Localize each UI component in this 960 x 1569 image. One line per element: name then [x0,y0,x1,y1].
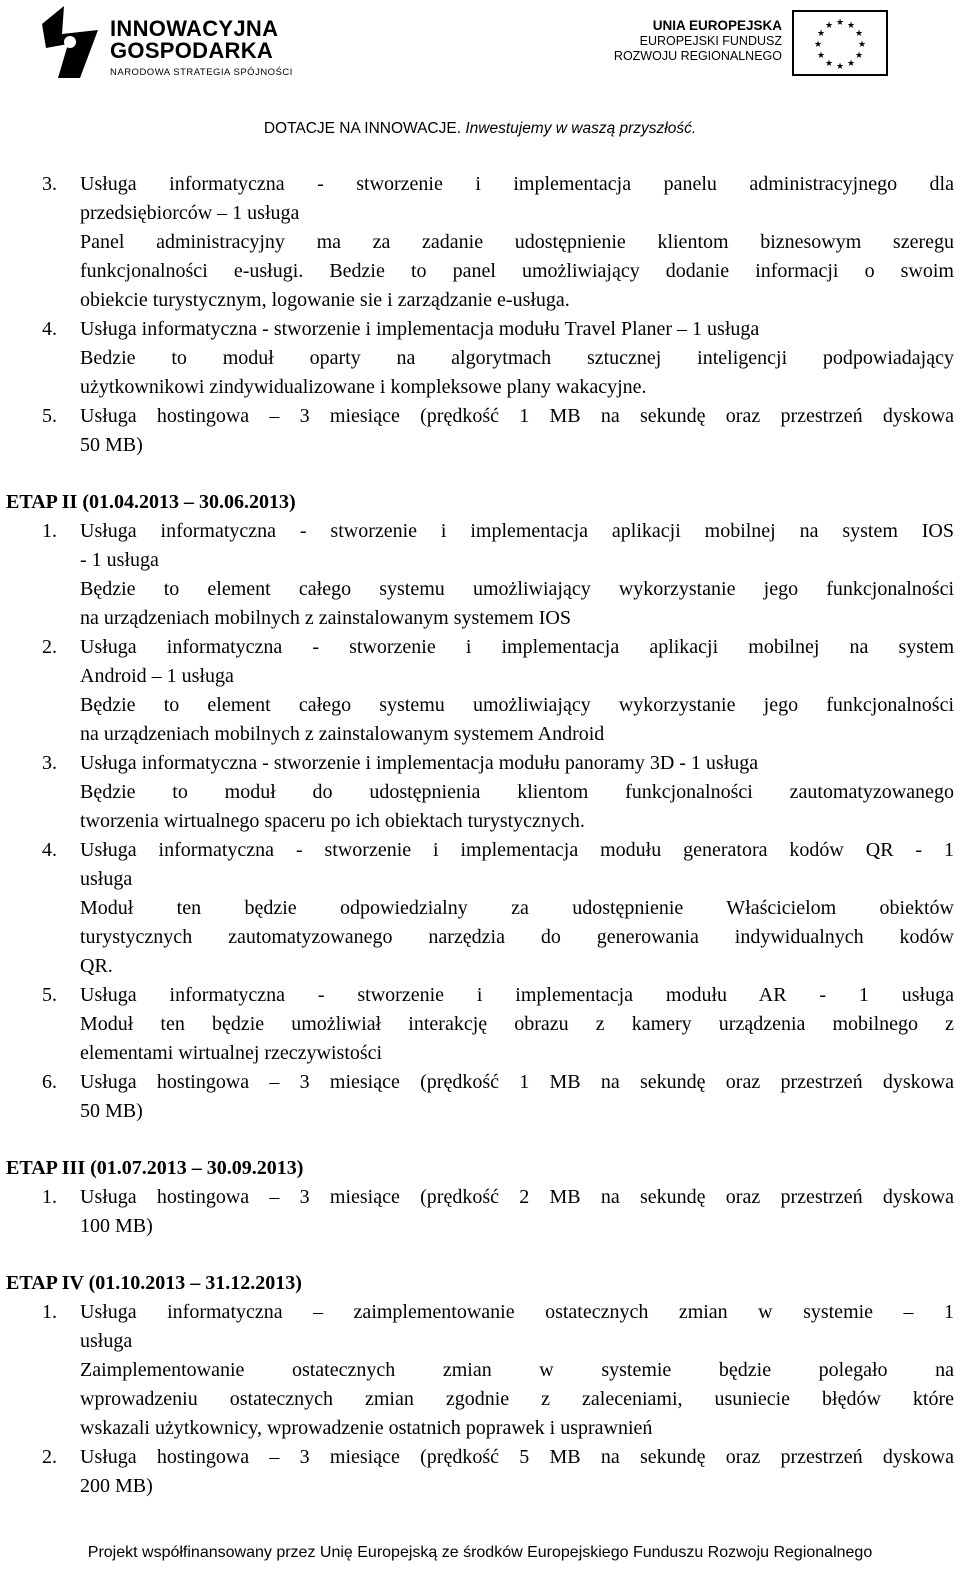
list-item-line: Moduł ten będzie odpowiedzialny za udostępnienie Właścicielom obiektów [80,897,954,919]
list-item-line: Zaimplementowanie ostatecznych zmian w systemie będzie polegało na [80,1359,954,1381]
svg-text:★: ★ [824,59,834,69]
list-item-line: usługa [80,868,133,890]
document-body [0,170,960,1501]
svg-text:★: ★ [854,51,864,61]
list-item-line: Usługa informatyczna - stworzenie i implementacja modułu Travel Planer – 1 usługa [80,318,760,340]
list-item-line: Usługa informatyczna - stworzenie i implementacja modułu AR - 1 usługa [80,984,954,1006]
list-item [0,315,960,402]
list-item-number: 5. [42,405,57,427]
list-item-line: Moduł ten będzie umożliwiał interakcję obrazu z kamery urządzenia mobilnego z [80,1013,954,1035]
list-item-line: Bedzie to moduł oparty na algorytmach sztucznej inteligencji podpowiadający [80,347,954,369]
list-item-line: Usługa informatyczna - stworzenie i implementacja panelu administracyjnego dla [80,173,954,195]
list-item [0,633,960,749]
slogan [0,120,960,138]
svg-text:★: ★ [846,59,856,69]
list-item-number: 6. [42,1071,57,1093]
stage-i-list [0,170,960,460]
svg-text:★: ★ [835,62,845,72]
list-item-line: Usługa hostingowa – 3 miesiące (prędkość 1 MB na sekundę oraz przestrzeń dyskowa [80,1071,954,1093]
eu-line-3: ROZWOJU REGIONALNEGO [613,49,782,63]
list-item [0,517,960,633]
list-item [0,836,960,981]
list-item-line: turystycznych zautomatyzowanego narzędzia do generowania indywidualnych kodów [80,926,954,948]
list-item-number: 4. [42,318,57,340]
eu-line-1: UNIA EUROPEJSKA [652,18,782,33]
page-header [0,0,960,150]
eu-wordmark [614,18,782,64]
list-item-line: Usługa hostingowa – 3 miesiące (prędkość 1 MB na sekundę oraz przestrzeń dyskowa [80,405,954,427]
list-item [0,1298,960,1443]
list-item-number: 5. [42,984,57,1006]
list-item [0,402,960,460]
svg-text:★: ★ [846,21,856,31]
slogan-italic: Inwestujemy w waszą przyszłość. [465,120,697,137]
svg-text:★: ★ [835,18,845,28]
list-item-line: Android – 1 usługa [80,665,234,687]
svg-text:★: ★ [813,40,823,50]
svg-text:★: ★ [816,51,826,61]
list-item-number: 4. [42,839,57,861]
list-item-line: 100 MB) [80,1215,153,1237]
list-item [0,749,960,836]
innowacyjna-gospodarka-logo-icon [40,4,100,79]
svg-text:★: ★ [857,40,867,50]
page-footer: Projekt współfinansowany przez Unię Europejską ze środków Europejskiego Funduszu Rozwoju Regionalnego [87,1544,873,1561]
ig-line-1: INNOWACYJNA [110,16,279,41]
list-item-line: 200 MB) [80,1475,153,1497]
list-item-line: użytkownikowi zindywidualizowane i kompleksowe plany wakacyjne. [80,376,647,398]
list-item-line: 50 MB) [80,1100,143,1122]
eu-flag-icon [792,10,888,76]
list-item-number: 1. [42,1301,57,1323]
list-item-line: - 1 usługa [80,549,159,571]
list-item-line: Usługa informatyczna - stworzenie i implementacja modułu generatora kodów QR - 1 [80,839,954,861]
list-item-line: przedsiębiorców – 1 usługa [80,202,300,224]
list-item-line: elementami wirtualnej rzeczywistości [80,1042,383,1064]
list-item-number: 2. [42,636,57,658]
list-item [0,981,960,1068]
ig-line-3: NARODOWA STRATEGIA SPÓJNOŚCI [110,67,293,78]
svg-text:★: ★ [824,21,834,31]
list-item-line: Usługa hostingowa – 3 miesiące (prędkość 2 MB na sekundę oraz przestrzeń dyskowa [80,1186,954,1208]
list-item-line: Usługa informatyczna - stworzenie i implementacja modułu panoramy 3D - 1 usługa [80,752,759,774]
list-item [0,1068,960,1126]
list-item-line: Usługa informatyczna - stworzenie i implementacja aplikacji mobilnej na system [80,636,954,658]
list-item-line: QR. [80,955,113,977]
ig-line-2: GOSPODARKA [110,38,274,63]
list-item-line: na urządzeniach mobilnych z zainstalowanym systemem Android [80,723,605,745]
list-item-line: tworzenia wirtualnego spaceru po ich obiektach turystycznych. [80,810,585,832]
innowacyjna-gospodarka-wordmark [110,18,293,78]
list-item-number: 1. [42,520,57,542]
stage-iii-list [0,1183,960,1241]
list-item-line: Będzie to element całego systemu umożliwiający wykorzystanie jego funkcjonalności [80,694,954,716]
list-item [0,170,960,315]
stage-iv-list [0,1298,960,1501]
list-item-line: 50 MB) [80,434,143,456]
list-item-line: obiekcie turystycznym, logowanie sie i zarządzanie e-usługa. [80,289,570,311]
list-item [0,1443,960,1501]
list-item-line: Usługa informatyczna – zaimplementowanie ostatecznych zmian w systemie – 1 [80,1301,954,1323]
list-item-line: Panel administracyjny ma za zadanie udostępnienie klientom biznesowym szeregu [80,231,954,253]
list-item-line: Będzie to element całego systemu umożliwiający wykorzystanie jego funkcjonalności [80,578,954,600]
list-item-line: Będzie to moduł do udostępnienia klientom funkcjonalności zautomatyzowanego [80,781,954,803]
list-item-line: wskazali użytkownicy, wprowadzenie ostatnich poprawek i usprawnień [80,1417,653,1439]
list-item-number: 3. [42,752,57,774]
list-item [0,1183,960,1241]
list-item-number: 3. [42,173,57,195]
list-item-line: na urządzeniach mobilnych z zainstalowanym systemem IOS [80,607,571,629]
stage-ii-list [0,517,960,1126]
stage-iii-title: ETAP III (01.07.2013 – 30.09.2013) [6,1157,304,1179]
list-item-line: wprowadzeniu ostatecznych zmian zgodnie z zaleceniami, usuniecie błędów które [80,1388,954,1410]
list-item-line: Usługa hostingowa – 3 miesiące (prędkość 5 MB na sekundę oraz przestrzeń dyskowa [80,1446,954,1468]
list-item-line: usługa [80,1330,133,1352]
list-item-line: funkcjonalności e-usługi. Bedzie to panel umożliwiający dodanie informacji o swoim [80,260,954,282]
list-item-number: 2. [42,1446,57,1468]
svg-text:★: ★ [816,29,826,39]
eu-line-2: EUROPEJSKI FUNDUSZ [639,34,782,48]
list-item-number: 1. [42,1186,57,1208]
slogan-main: DOTACJE NA INNOWACJE. [263,120,466,137]
stage-iv-title: ETAP IV (01.10.2013 – 31.12.2013) [6,1272,302,1294]
stage-ii-title: ETAP II (01.04.2013 – 30.06.2013) [6,491,296,513]
list-item-line: Usługa informatyczna - stworzenie i implementacja aplikacji mobilnej na system IOS [80,520,954,542]
svg-text:★: ★ [854,29,864,39]
